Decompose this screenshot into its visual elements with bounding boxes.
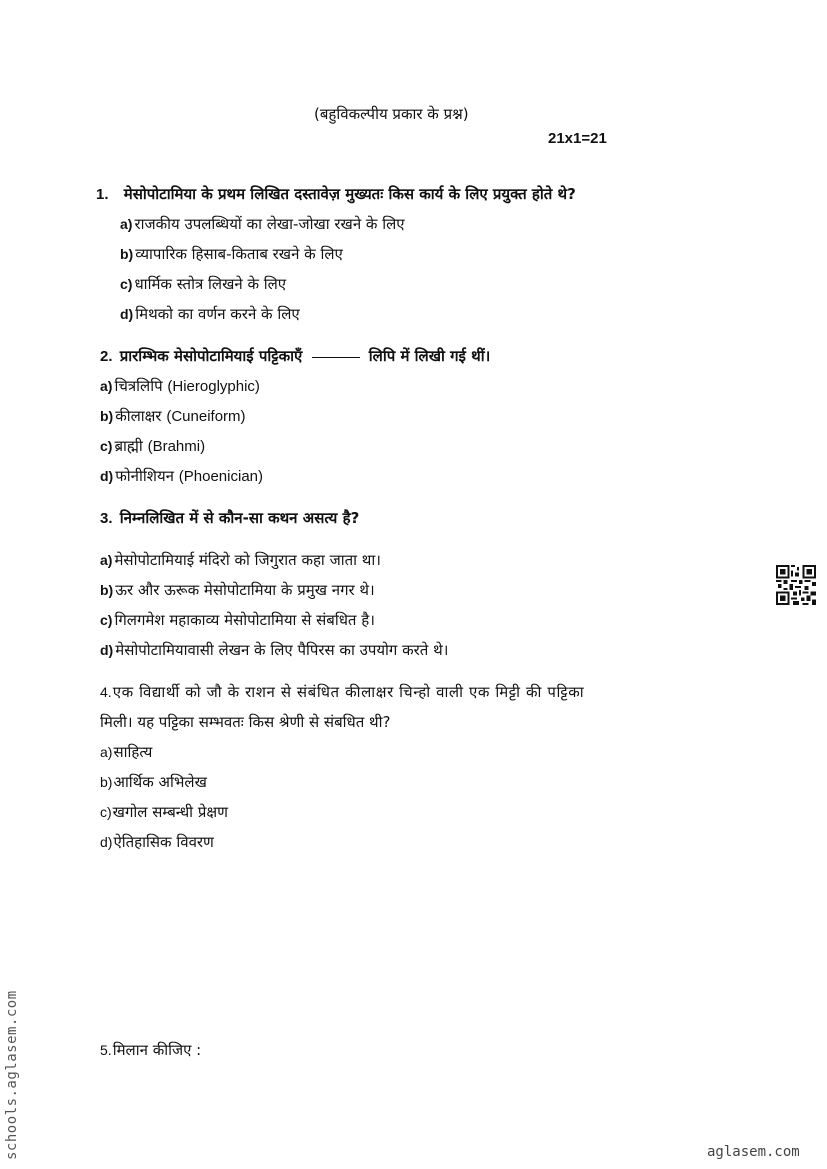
option-text: चित्रलिपि [114,377,163,395]
question-text-after: लिपि में लिखी गई थीं। [368,347,491,365]
q3-option-d [100,640,448,660]
option-text: ऐतिहासिक विवरण [113,833,214,851]
question-2 [100,346,490,366]
question-3 [100,508,359,528]
option-label: a) [100,378,113,394]
footer-watermark: aglasem.com [707,1144,800,1160]
option-label: b) [100,774,113,790]
option-text: धार्मिक स्तोत्र लिखने के लिए [134,275,287,293]
option-text: राजकीय उपलब्धियों का लेखा-जोखा रखने के लिए [134,215,405,233]
q1-option-c [120,274,286,294]
q2-option-a [100,376,260,396]
option-text: गिलगमेश महाकाव्य मेसोपोटामिया से संबधित है। [114,611,375,629]
question-5 [100,1040,201,1060]
option-text: व्यापारिक हिसाब-किताब रखने के लिए [135,245,343,263]
option-label: c) [100,438,113,454]
option-english: (Cuneiform) [166,408,246,425]
option-label: a) [100,744,113,760]
section-title: (बहुविकल्पीय प्रकार के प्रश्न) [314,105,469,123]
option-text: ऊर और ऊरूक मेसोपोटामिया के प्रमुख नगर थे। [115,581,375,599]
option-text: मेसोपोटामियाई मंदिरो को जिगुरात कहा जाता था। [114,551,381,569]
question-1 [96,184,576,204]
option-text: कीलाक्षर [115,407,162,425]
side-watermark: schools.aglasem.com [4,990,20,1160]
q2-option-b [100,406,246,426]
question-number: 3. [100,510,113,527]
option-label: c) [120,276,133,292]
q1-option-d [120,304,300,324]
option-text: ब्राह्मी [114,437,143,455]
q4-option-c [100,802,228,822]
question-text-before: प्रारम्भिक मेसोपोटामियाई पट्टिकाएँ [119,347,303,365]
q4-option-a [100,742,152,762]
option-label: d) [100,834,113,850]
q3-option-a [100,550,381,570]
question-4-line-2 [100,712,391,732]
option-label: d) [120,306,134,322]
option-text: मिथको का वर्णन करने के लिए [135,305,300,323]
question-text: निम्नलिखित में से कौन-सा कथन असत्य है? [119,509,360,527]
question-text: मिली। यह पट्टिका सम्भवतः किस श्रेणी से संबधित थी? [100,713,391,731]
q3-option-c [100,610,375,630]
option-label: c) [100,804,112,820]
fill-in-blank [312,357,360,358]
question-number: 5. [100,1042,112,1058]
question-4-line-1 [100,682,584,702]
option-text: खगोल सम्बन्धी प्रेक्षण [112,803,228,821]
option-label: b) [100,408,114,424]
option-label: a) [120,216,133,232]
option-english: (Brahmi) [147,438,206,455]
q1-option-a [120,214,405,234]
question-text: मेसोपोटामिया के प्रथम लिखित दस्तावेज़ मुख्यतः किस कार्य के लिए प्रयुक्त होते थे? [123,185,576,203]
option-label: b) [120,246,134,262]
option-label: c) [100,612,113,628]
option-label: d) [100,642,114,658]
q2-option-c [100,436,205,456]
marks-allocation: 21x1=21 [548,130,607,147]
option-english: (Phoenician) [178,468,263,485]
q3-option-b [100,580,375,600]
option-label: a) [100,552,113,568]
option-text: आर्थिक अभिलेख [113,773,207,791]
question-number: 4. [100,684,112,700]
question-text: मिलान कीजिए : [112,1041,202,1059]
q4-option-b [100,772,207,792]
q2-option-d [100,466,263,486]
option-label: d) [100,468,114,484]
option-label: b) [100,582,114,598]
qr-code-icon [776,565,816,605]
question-number: 1. [96,186,109,203]
question-text: एक विद्यार्थी को जौ के राशन से संबंधित कीलाक्षर चिन्हो वाली एक मिट्टी की पट्टिका [112,683,585,701]
q1-option-b [120,244,343,264]
option-text: साहित्य [113,743,153,761]
option-english: (Hieroglyphic) [167,378,260,395]
question-number: 2. [100,348,113,365]
q4-option-d [100,832,214,852]
option-text: मेसोपोटामियावासी लेखन के लिए पैपिरस का उपयोग करते थे। [115,641,449,659]
option-text: फोनीशियन [115,467,174,485]
